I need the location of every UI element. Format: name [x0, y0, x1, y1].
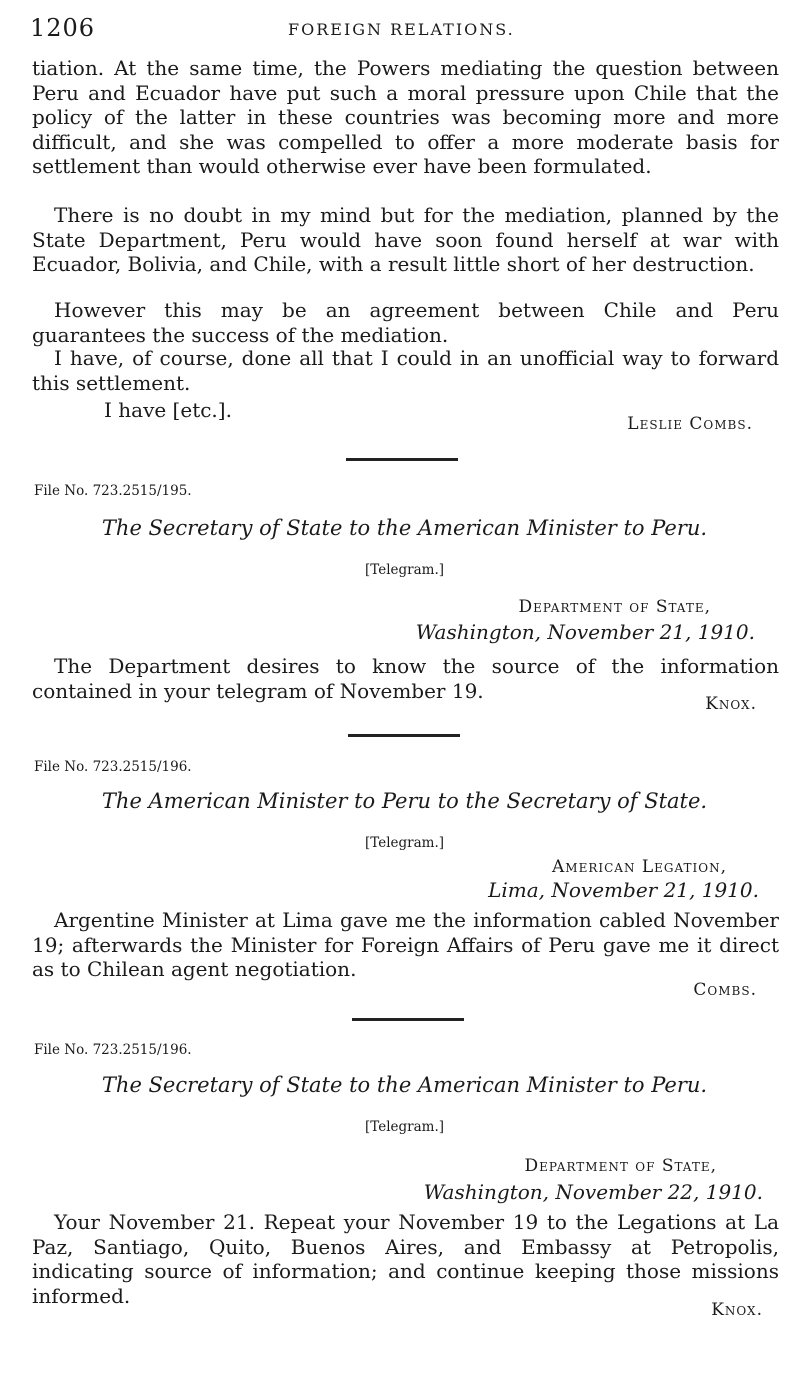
paragraph: tiation. At the same time, the Powers mediating the question between Peru and Ecuador have put such a moral pressure upon Chile that the policy of the latter in these countries was becoming more and more difficult, and she was compelled to offer a more moderate basis for settlement than would otherwise ever have been formulated. — [32, 56, 779, 178]
dateline: Lima, November 21, 1910. — [488, 878, 759, 902]
paragraph: However this may be an agreement between Chile and Peru guarantees the success of the mediation. — [32, 298, 779, 347]
document-type: [Telegram.] — [364, 562, 445, 578]
page-header — [30, 14, 779, 44]
sender-place: Department of State, — [518, 597, 711, 617]
message-body: The Department desires to know the source of the information contained in your telegram of November 19. — [32, 654, 779, 703]
dateline: Washington, November 22, 1910. — [423, 1180, 763, 1204]
message-body: Argentine Minister at Lima gave me the information cabled November 19; afterwards the Minister for Foreign Affairs of Peru gave me it direct as to Chilean agent negotiation. — [32, 908, 779, 981]
running-head: FOREIGN RELATIONS. — [288, 20, 515, 39]
message-body: Your November 21. Repeat your November 19 to the Legations at La Paz, Santiago, Quito, Buenos Aires, and Embassy at Petropolis, indicating source of information; and continue keeping those missions informed. — [32, 1210, 779, 1308]
signature: Combs. — [693, 980, 757, 1000]
sender-place: American Legation, — [552, 857, 727, 877]
section-divider — [346, 458, 458, 461]
document-title: The American Minister to Peru to the Secretary of State. — [101, 789, 708, 813]
signature: Knox. — [705, 694, 757, 714]
file-number: File No. 723.2515/196. — [34, 759, 192, 775]
dateline: Washington, November 21, 1910. — [415, 620, 755, 644]
section-divider — [348, 734, 460, 737]
file-number: File No. 723.2515/196. — [34, 1042, 192, 1058]
paragraph: There is no doubt in my mind but for the mediation, planned by the State Department, Peru would have soon found herself at war with Ecuador, Bolivia, and Chile, with a result little short of her destruction. — [32, 203, 779, 276]
paragraph: I have, of course, done all that I could in an unofficial way to forward this settlement. — [32, 346, 779, 395]
page-number: 1206 — [30, 14, 96, 42]
sender-place: Department of State, — [524, 1156, 717, 1176]
document-title: The Secretary of State to the American Minister to Peru. — [101, 516, 708, 540]
section-divider — [352, 1018, 464, 1021]
signature: Leslie Combs. — [627, 414, 753, 434]
closing: I have [etc.]. — [104, 398, 232, 422]
document-type: [Telegram.] — [364, 835, 445, 851]
file-number: File No. 723.2515/195. — [34, 483, 192, 499]
document-type: [Telegram.] — [364, 1119, 445, 1135]
signature: Knox. — [711, 1300, 763, 1320]
document-title: The Secretary of State to the American Minister to Peru. — [101, 1073, 708, 1097]
